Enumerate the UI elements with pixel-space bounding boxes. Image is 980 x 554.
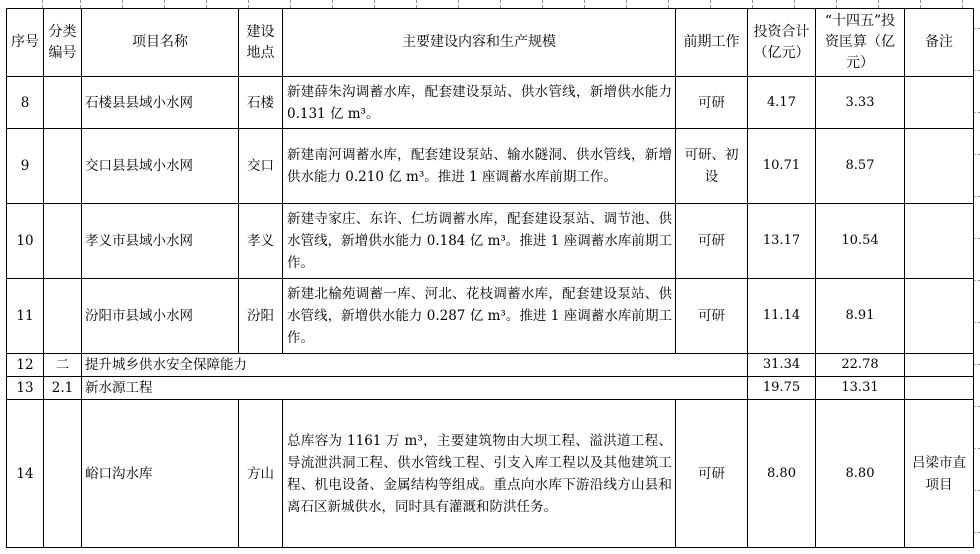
table-row bbox=[7, 400, 974, 548]
cell-name: 交口县县域小水网 bbox=[82, 129, 239, 204]
cell-category bbox=[44, 129, 82, 204]
cell-location: 孝义 bbox=[239, 204, 283, 279]
cell-location: 石楼 bbox=[239, 77, 283, 129]
cell-remarks bbox=[905, 279, 974, 354]
cell-category bbox=[44, 279, 82, 354]
cell-remarks bbox=[905, 377, 974, 400]
cell-location: 方山 bbox=[239, 400, 283, 548]
cell-remarks bbox=[905, 354, 974, 377]
header-investment: 投资合计（亿元） bbox=[748, 9, 816, 77]
table-row bbox=[7, 204, 974, 279]
cell-preliminary: 可研、初设 bbox=[676, 129, 748, 204]
cell-category: 二 bbox=[44, 354, 82, 377]
cell-category bbox=[44, 204, 82, 279]
cell-content: 新建寺家庄、东许、仁坊调蓄水库，配套建设泵站、调节池、供水管线，新增供水能力 0.184 亿 m³。推进 1 座调蓄水库前期工作。 bbox=[283, 204, 676, 279]
cell-budget: 8.91 bbox=[816, 279, 905, 354]
cell-preliminary: 可研 bbox=[676, 400, 748, 548]
cell-name: 峪口沟水库 bbox=[82, 400, 239, 548]
header-seq: 序号 bbox=[7, 9, 44, 77]
cell-budget: 10.54 bbox=[816, 204, 905, 279]
cell-content: 新建南河调蓄水库，配套建设泵站、输水隧洞、供水管线，新增供水能力 0.210 亿 m³。推进 1 座调蓄水库前期工作。 bbox=[283, 129, 676, 204]
header-category: 分类编号 bbox=[44, 9, 82, 77]
subsection-row bbox=[7, 377, 974, 400]
cell-budget: 13.31 bbox=[816, 377, 905, 400]
cell-name: 石楼县县域小水网 bbox=[82, 77, 239, 129]
cell-budget: 22.78 bbox=[816, 354, 905, 377]
table-row bbox=[7, 77, 974, 129]
cell-investment: 13.17 bbox=[748, 204, 816, 279]
cell-investment: 31.34 bbox=[748, 354, 816, 377]
cell-investment: 19.75 bbox=[748, 377, 816, 400]
subsection-title: 新水源工程 bbox=[82, 377, 748, 400]
cell-name: 汾阳市县域小水网 bbox=[82, 279, 239, 354]
page-grid-right bbox=[973, 0, 980, 554]
cell-seq: 10 bbox=[7, 204, 44, 279]
cell-investment: 4.17 bbox=[748, 77, 816, 129]
cell-investment: 8.80 bbox=[748, 400, 816, 548]
section-row bbox=[7, 354, 974, 377]
cell-preliminary: 可研 bbox=[676, 279, 748, 354]
cell-investment: 10.71 bbox=[748, 129, 816, 204]
cell-content: 总库容为 1161 万 m³，主要建筑物由大坝工程、溢洪道工程、导流泄洪洞工程、供水管线工程、引支入库工程以及其他建筑工程、机电设备、金属结构等组成。重点向水库下游沿线方山县和离石区新城供水，同时具有灌溉和防洪任务。 bbox=[283, 400, 676, 548]
section-title: 提升城乡供水安全保障能力 bbox=[82, 354, 748, 377]
cell-remarks bbox=[905, 204, 974, 279]
cell-name: 孝义市县域小水网 bbox=[82, 204, 239, 279]
header-content: 主要建设内容和生产规模 bbox=[283, 9, 676, 77]
page-grid-top bbox=[0, 0, 980, 8]
cell-budget: 3.33 bbox=[816, 77, 905, 129]
cell-remarks bbox=[905, 77, 974, 129]
header-row bbox=[7, 9, 974, 77]
cell-seq: 9 bbox=[7, 129, 44, 204]
cell-seq: 12 bbox=[7, 354, 44, 377]
cell-content: 新建北榆苑调蓄一库、河北、花枝调蓄水库，配套建设泵站、供水管线，新增供水能力 0.287 亿 m³。推进 1 座调蓄水库前期工作。 bbox=[283, 279, 676, 354]
cell-preliminary: 可研 bbox=[676, 204, 748, 279]
cell-budget: 8.80 bbox=[816, 400, 905, 548]
header-budget: “十四五”投资匡算（亿元） bbox=[816, 9, 905, 77]
cell-seq: 14 bbox=[7, 400, 44, 548]
table-row bbox=[7, 129, 974, 204]
cell-seq: 13 bbox=[7, 377, 44, 400]
cell-remarks bbox=[905, 129, 974, 204]
cell-location: 汾阳 bbox=[239, 279, 283, 354]
cell-content: 新建薛朱沟调蓄水库，配套建设泵站、供水管线，新增供水能力 0.131 亿 m³。 bbox=[283, 77, 676, 129]
header-location: 建设地点 bbox=[239, 9, 283, 77]
cell-category: 2.1 bbox=[44, 377, 82, 400]
cell-location: 交口 bbox=[239, 129, 283, 204]
header-name: 项目名称 bbox=[82, 9, 239, 77]
cell-preliminary: 可研 bbox=[676, 77, 748, 129]
header-preliminary: 前期工作 bbox=[676, 9, 748, 77]
cell-category bbox=[44, 400, 82, 548]
table-row bbox=[7, 279, 974, 354]
cell-budget: 8.57 bbox=[816, 129, 905, 204]
cell-seq: 11 bbox=[7, 279, 44, 354]
cell-remarks: 吕梁市直项目 bbox=[905, 400, 974, 548]
header-remarks: 备注 bbox=[905, 9, 974, 77]
cell-seq: 8 bbox=[7, 77, 44, 129]
project-table bbox=[6, 8, 974, 548]
cell-investment: 11.14 bbox=[748, 279, 816, 354]
cell-category bbox=[44, 77, 82, 129]
